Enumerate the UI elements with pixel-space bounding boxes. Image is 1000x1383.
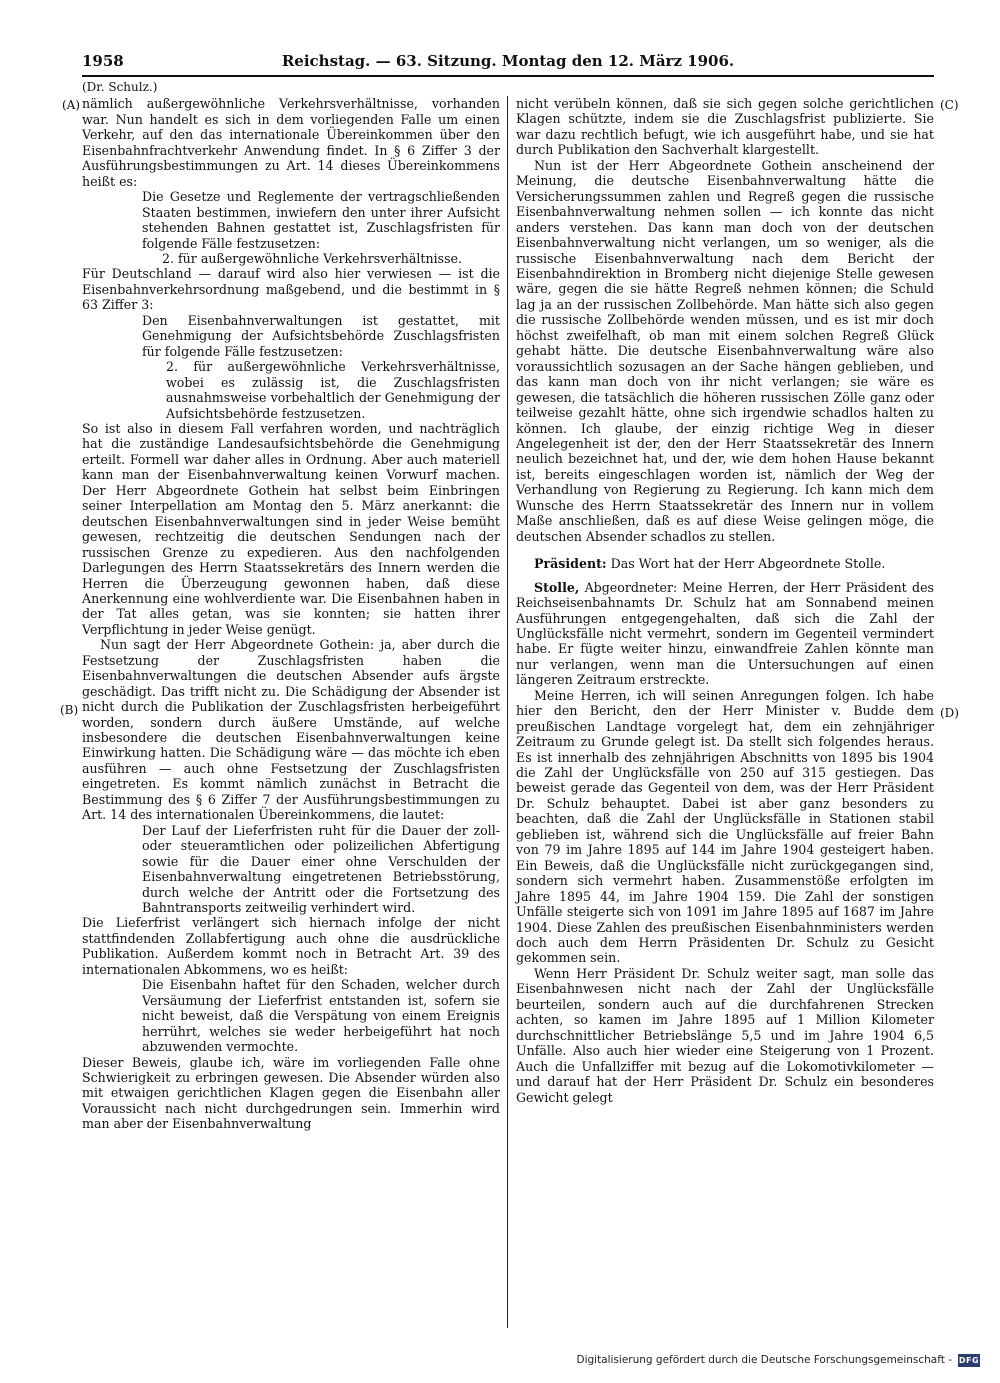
column-divider [507, 96, 508, 1328]
paragraph: nicht verübeln können, daß sie sich gegen solche gerichtlichen Klagen schützte, indem sie die Zuschlagsfrist publizierte. Sie war dazu rechtlich befugt, wie ich ausgeführt habe, und sie hat durch Publikation den Sachverhalt klargestellt. [516, 96, 934, 158]
margin-mark-a: (A) [62, 98, 81, 112]
paragraph: Dieser Beweis, glaube ich, wäre im vorliegenden Falle ohne Schwierigkeit zu erbringen gewesen. Die Absender würden also mit etwaigen gerichtlichen Klagen gegen die Eisenbahn aller Voraussicht nach nicht durchgedrungen sein. Immerhin wird man aber der Eisenbahnverwaltung [82, 1054, 500, 1132]
margin-mark-d: (D) [940, 706, 959, 720]
paragraph: Meine Herren, ich will seinen Anregungen folgen. Ich habe hier den Bericht, den der Herr Minister v. Budde dem preußischen Landtage vorgelegt hat, dem ein zehnjähriger Zeitraum zu Grunde gelegt ist. Da stellt sich folgendes heraus. Es ist innerhalb des zehnjährigen Abschnitts von 1895 bis 1904 die Zahl der Unglücksfälle von 250 auf 315 gestiegen. Das beweist gerade das Gegenteil von dem, was der Herr Präsident Dr. Schulz behauptet. Dabei ist aber ganz besonders zu beachten, daß die Zahl der Unglücksfälle in Stationen stabil geblieben ist, während sich die Unglücksfälle auf freier Bahn von 79 im Jahre 1895 auf 144 im Jahre 1904 gesteigert haben. Ein Beweis, daß die Unglücksfälle nicht zurückgegangen sind, sondern sich vermehrt haben. Zusammenstöße erfolgten im Jahre 1895 44, im Jahre 1904 159. Die Zahl der sonstigen Unfälle steigerte sich von 1091 im Jahre 1895 auf 1687 im Jahre 1904. Diese Zahlen des preußischen Eisenbahnministers werden doch auch dem Herrn Präsidenten Dr. Schulz zu Gesicht gekommen sein. [516, 687, 934, 966]
page-number: 1958 [82, 52, 124, 70]
footer-credit [576, 1351, 980, 1369]
spacer [516, 572, 934, 580]
running-title: Reichstag. — 63. Sitzung. Montag den 12. März 1906. [281, 52, 735, 70]
paragraph: Für Deutschland — darauf wird also hier verwiesen — ist die Eisenbahnverkehrsordnung maßgebend, und die bestimmt in § 63 Ziffer 3: [82, 266, 500, 313]
margin-mark-c: (C) [940, 98, 959, 112]
stolle-label: Stolle, [534, 579, 580, 595]
footer-text: Digitalisierung gefördert durch die Deutsche Forschungsgemeinschaft - [576, 1354, 952, 1366]
quotation: Die Eisenbahn haftet für den Schaden, welcher durch Versäumung der Lieferfrist entstanden ist, sofern sie nicht beweist, daß die Verspätung von einem Ereignis herrührt, welches sie weder herbeigeführt hat noch abzuwenden vermochte. [142, 977, 500, 1055]
quotation: Die Gesetze und Reglemente der vertragschließenden Staaten bestimmen, inwiefern den unter ihrer Aufsicht stehenden Bahnen gestattet ist, Zuschlagsfristen für folgende Fälle festzusetzen: [142, 189, 500, 251]
running-header [82, 52, 934, 74]
president-label: Präsident: [534, 556, 607, 572]
header-rule [82, 75, 934, 77]
quotation: 2. für außergewöhnliche Verkehrsverhältnisse, wobei es zulässig ist, die Zuschlagsfristen ausnahmsweise vorbehaltlich der Genehmigung der Aufsichtsbehörde festzusetzen. [166, 359, 500, 421]
president-text: Das Wort hat der Herr Abgeordnete Stolle. [610, 556, 886, 572]
quotation: 2. für außergewöhnliche Verkehrsverhältnisse. [162, 250, 462, 266]
paragraph: So ist also in diesem Fall verfahren worden, und nachträglich hat die zuständige Landesaufsichtsbehörde die Genehmigung erteilt. Formell war daher alles in Ordnung. Aber auch materiell kann man der Eisenbahnverwaltung keinen Vorwurf machen. Der Herr Abgeordnete Gothein hat selbst beim Einbringen seiner Interpellation am Montag den 5. März anerkannt: die deutschen Eisenbahnverwaltungen sind in jeder Weise bemüht gewesen, rechtzeitig die deutschen Sendungen nach der russischen Grenze zu expedieren. Aus den nachfolgenden Darlegungen des Herrn Staatssekretärs des Innern werden die Herren die Überzeugung gewonnen haben, daß diese Anerkennung eine wohlverdiente war. Die Eisenbahnen haben in der Tat alles getan, was sie konnten; sie hatten ihrer Verpflichtung in jeder Weise genügt. [82, 420, 500, 637]
paragraph: Nun ist der Herr Abgeordnete Gothein anscheinend der Meinung, die deutsche Eisenbahnverwaltung hätte die Versicherungssummen zahlen und Regreß gegen die russische Eisenbahnverwaltung nehmen sollen — ich konnte das nicht anders verstehen. Das kann man doch von der deutschen Eisenbahnverwaltung nicht verlangen, um so weniger, als die russische Eisenbahnverwaltung nach dem Bericht der Eisenbahndirektion in Bromberg nicht diejenige Stelle gewesen wäre, gegen die sie hätte Regreß nehmen können; die Schuld lag ja an der russischen Zollbehörde. Man hätte sich also gegen die russische Zollbehörde wenden müssen, und es ist mir doch höchst zweifelhaft, ob man mit einem solchen Regreß Glück gehabt hätte. Die deutsche Eisenbahnverwaltung wäre also voraussichtlich sozusagen an der Sache hängen geblieben, und das kann man doch von ihr nicht verlangen; sie wäre es gewesen, die tatsächlich die höheren russischen Zölle ganz oder teilweise gezahlt hätte, ohne sich irgendwie schadlos halten zu können. Ich glaube, der einzig richtige Weg in dieser Angelegenheit ist der, den der Herr Staatssekretär des Innern neulich bezeichnet hat, und der, wie dem hohen Hause bekannt ist, bereits eingeschlagen worden ist, nämlich der Weg der Verhandlung von Regierung zu Regierung. Ich kann mich dem Wunsche des Herrn Staatssekretär des Innern nur in vollem Maße anschließen, daß es auf diese Weise gelingen möge, die deutschen Absender schadlos zu stellen. [516, 157, 934, 544]
margin-mark-b: (B) [60, 703, 79, 717]
paragraph: Wenn Herr Präsident Dr. Schulz weiter sagt, man solle das Eisenbahnwesen nicht nach der Zahl der Unglücksfälle beurteilen, sondern auch auf die durchfahrenen Strecken achten, so kamen im Jahre 1895 auf 1 Million Kilometer durchschnittlicher Betriebslänge 5,5 und im Jahre 1904 6,5 Unfälle. Also auch hier wieder eine Steigerung von 1 Prozent. Auch die Unfallziffer mit bezug auf die Lokomotivkilometer — und darauf hat der Herr Präsident Dr. Schulz ein besonderes Gewicht gelegt [516, 965, 934, 1105]
paragraph: nämlich außergewöhnliche Verkehrsverhältnisse, vorhanden war. Nun handelt es sich in dem vorliegenden Falle um einen Verkehr, auf den das internationale Übereinkommen über den Eisenbahnfrachtverkehr Anwendung findet. In § 6 Ziffer 3 der Ausführungsbestimmungen zu Art. 14 dieses Übereinkommens heißt es: [82, 96, 500, 189]
president-statement [516, 556, 934, 571]
stolle-intro-text: Abgeordneter: Meine Herren, der Herr Präsident des Reichseisenbahnamts Dr. Schulz hat am Sonnabend meinen Ausführungen entgegengehalten, daß sich die Zahl der Unglücksfälle nicht vermehrt, sondern im Gegenteil vermindert habe. Er fügte weiter hinzu, einwandfreie Zahlen könnte man nur verlangen, wenn man die Untersuchungen auf einen längeren Zeitraum erstreckte. [516, 579, 934, 688]
dfg-logo-icon: DFG [958, 1355, 980, 1365]
paragraph: Die Lieferfrist verlängert sich hiernach infolge der nicht stattfindenden Zollabfertigung auch ohne die ausdrückliche Publikation. Außerdem kommt noch in Betracht Art. 39 des internationalen Abkommens, wo es heißt: [82, 915, 500, 977]
left-column [82, 80, 500, 1132]
paragraph: Nun sagt der Herr Abgeordnete Gothein: ja, aber durch die Festsetzung der Zuschlagsfristen haben die Eisenbahnverwaltungen die deutschen Absender aufs ärgste geschädigt. Das trifft nicht zu. Die Schädigung der Absender ist nicht durch die Publikation der Zuschlagsfristen herbeigeführt worden, sondern durch äußere Umstände, auf welche insbesondere die deutschen Eisenbahnverwaltungen keine Einwirkung hatten. Die Schädigung wäre — das möchte ich eben ausführen — auch ohne Festsetzung der Zuschlagsfristen eingetreten. Es kommt nämlich zunächst in Betracht die Bestimmung des § 6 Ziffer 7 der Ausführungsbestimmungen zu Art. 14 des internationalen Übereinkommens, die lautet: [82, 637, 500, 823]
quotation: Der Lauf der Lieferfristen ruht für die Dauer der zoll- oder steueramtlichen oder polizeilichen Abfertigung sowie für die Dauer einer ohne Verschulden der Eisenbahnverwaltung eingetretenen Betriebsstörung, durch welche der Antritt oder die Fortsetzung des Bahntransports zeitweilig verhindert wird. [142, 822, 500, 916]
quotation: Den Eisenbahnverwaltungen ist gestattet, mit Genehmigung der Aufsichtsbehörde Zuschlagsfristen für folgende Fälle festzusetzen: [142, 312, 500, 359]
speaker-label: (Dr. Schulz.) [82, 80, 158, 94]
stolle-intro [516, 580, 934, 688]
right-column [516, 96, 934, 1105]
spacer [516, 544, 934, 556]
